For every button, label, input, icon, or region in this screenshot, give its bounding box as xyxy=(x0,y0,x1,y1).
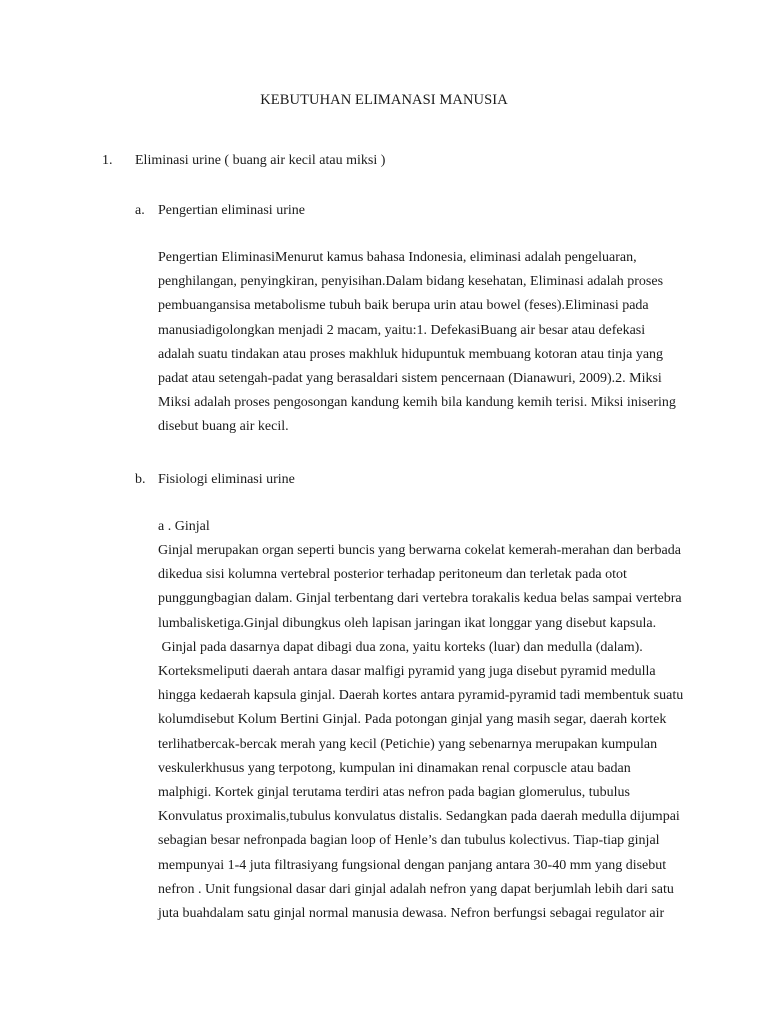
paragraph-line: punggungbagian dalam. Ginjal terbentang dari vertebra torakalis kedua belas sampai vertebra xyxy=(158,591,682,607)
paragraph-line: malphigi. Kortek ginjal terutama terdiri atas nefron pada bagian glomerulus, tubulus xyxy=(158,785,630,801)
paragraph-line: manusiadigolongkan menjadi 2 macam, yaitu:1. DefekasiBuang air besar atau defekasi xyxy=(158,322,646,338)
subsection-a-heading: Pengertian eliminasi urine xyxy=(158,203,305,218)
paragraph-line: nefron . Unit fungsional dasar dari ginjal adalah nefron yang dapat berjumlah lebih dari satu xyxy=(158,881,674,897)
paragraph-line: Miksi adalah proses pengosongan kandung kemih bila kandung kemih terisi. Miksi inisering xyxy=(158,395,676,411)
section-1-number: 1. xyxy=(102,153,113,168)
document-title: KEBUTUHAN ELIMANASI MANUSIA xyxy=(260,92,508,108)
paragraph-line: Konvulatus proximalis,tubulus konvulatus distalis. Sedangkan pada daerah medulla dijumpai xyxy=(158,809,680,825)
paragraph-line: lumbalisketiga.Ginjal dibungkus oleh lapisan jaringan ikat longgar yang disebut kapsula. xyxy=(158,615,657,631)
subsection-b-heading: Fisiologi eliminasi urine xyxy=(158,472,295,487)
subsection-a-paragraph xyxy=(158,246,676,440)
paragraph-line: dikedua sisi kolumna vertebral posterior terhadap peritoneum dan terletak pada otot xyxy=(158,567,627,583)
paragraph-line: terlihatbercak-bercak merah yang kecil (Petichie) yang sebenarnya merupakan kumpulan xyxy=(158,736,658,752)
paragraph-line: penghilangan, penyingkiran, penyisihan.Dalam bidang kesehatan, Eliminasi adalah proses xyxy=(158,274,664,290)
paragraph-line: veskulerkhusus yang terpotong, kumpulan ini dinamakan renal corpuscle atau badan xyxy=(158,760,631,776)
subsection-a-marker: a. xyxy=(135,203,145,218)
paragraph-line: Ginjal merupakan organ seperti buncis yang berwarna cokelat kemerah-merahan dan berbada xyxy=(158,543,681,558)
paragraph-line: pembuangansisa metabolisme tubuh baik berupa urin atau bowel (feses).Eliminasi pada xyxy=(158,298,649,314)
ginjal-paragraph xyxy=(158,539,683,926)
subsection-b-marker: b. xyxy=(135,472,146,487)
ginjal-subheading: a . Ginjal xyxy=(158,519,210,534)
paragraph-line: Korteksmeliputi daerah antara dasar malfigi pyramid yang juga disebut pyramid medulla xyxy=(158,664,656,680)
paragraph-line: mempunyai 1-4 juta filtrasiyang fungsional dengan panjang antara 30-40 mm yang disebut xyxy=(158,857,667,873)
paragraph-line: kolumdisebut Kolum Bertini Ginjal. Pada potongan ginjal yang masih segar, daerah kortek xyxy=(158,712,667,728)
paragraph-line: adalah suatu tindakan atau proses makhluk hidupuntuk membuang kotoran atau tinja yang xyxy=(158,346,664,362)
section-1-heading: Eliminasi urine ( buang air kecil atau miksi ) xyxy=(135,153,386,168)
paragraph-line: juta buahdalam satu ginjal normal manusia dewasa. Nefron berfungsi sebagai regulator air xyxy=(158,906,665,922)
paragraph-line: hingga kedaerah kapsula ginjal. Daerah kortes antara pyramid-pyramid tadi membentuk suatu xyxy=(158,688,684,704)
paragraph-line: Ginjal pada dasarnya dapat dibagi dua zona, yaitu korteks (luar) dan medulla (dalam). xyxy=(158,639,643,655)
paragraph-line: disebut buang air kecil. xyxy=(158,419,289,435)
paragraph-line: padat atau setengah-padat yang berasaldari sistem pencernaan (Dianawuri, 2009).2. Miksi xyxy=(158,371,662,387)
paragraph-line: sebagian besar nefronpada bagian loop of Henle’s dan tubulus kolectivus. Tiap-tiap ginjal xyxy=(158,833,660,849)
paragraph-line: Pengertian EliminasiMenurut kamus bahasa Indonesia, eliminasi adalah pengeluaran, xyxy=(158,250,637,265)
